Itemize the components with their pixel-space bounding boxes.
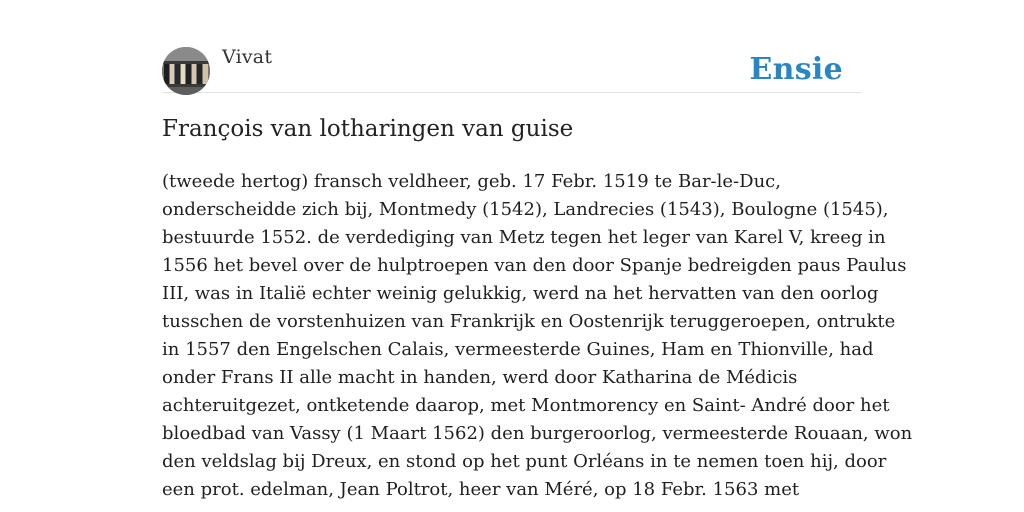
body-line: bestuurde 1552. de verdediging van Metz tegen het leger van Karel V, kreeg in	[162, 227, 886, 248]
body-line: bloedbad van Vassy (1 Maart 1562) den burgeroorlog, vermeesterde Rouaan, won	[162, 423, 913, 444]
site-avatar[interactable]	[162, 47, 210, 95]
article-title: François van lotharingen van guise	[162, 116, 574, 142]
body-line: onder Frans II alle macht in handen, werd door Katharina de Médicis	[162, 367, 798, 388]
site-name[interactable]: Vivat	[222, 46, 273, 68]
body-line: den veldslag bij Dreux, en stond op het punt Orléans in te nemen toen hij, door	[162, 451, 887, 472]
body-line: (tweede hertog) fransch veldheer, geb. 17 Febr. 1519 te Bar-le-Duc,	[162, 171, 781, 192]
book-spines-icon	[162, 47, 210, 95]
site-header	[162, 46, 862, 93]
article-body	[162, 168, 913, 504]
body-line: in 1557 den Engelschen Calais, vermeesterde Guines, Ham en Thionville, had	[162, 339, 874, 360]
body-line: III, was in Italië echter weinig gelukkig, werd na het hervatten van den oorlog	[162, 283, 879, 304]
brand-logo[interactable]: Ensie	[749, 52, 843, 87]
body-line: achteruitgezet, ontketende daarop, met Montmorency en Saint- André door het	[162, 395, 890, 416]
body-line: 1556 het bevel over de hulptroepen van den door Spanje bedreigden paus Paulus	[162, 255, 907, 276]
body-line: een prot. edelman, Jean Poltrot, heer van Méré, op 18 Febr. 1563 met	[162, 479, 800, 500]
body-line: onderscheidde zich bij, Montmedy (1542), Landrecies (1543), Boulogne (1545),	[162, 199, 889, 220]
body-line: tusschen de vorstenhuizen van Frankrijk en Oostenrijk teruggeroepen, ontrukte	[162, 311, 896, 332]
